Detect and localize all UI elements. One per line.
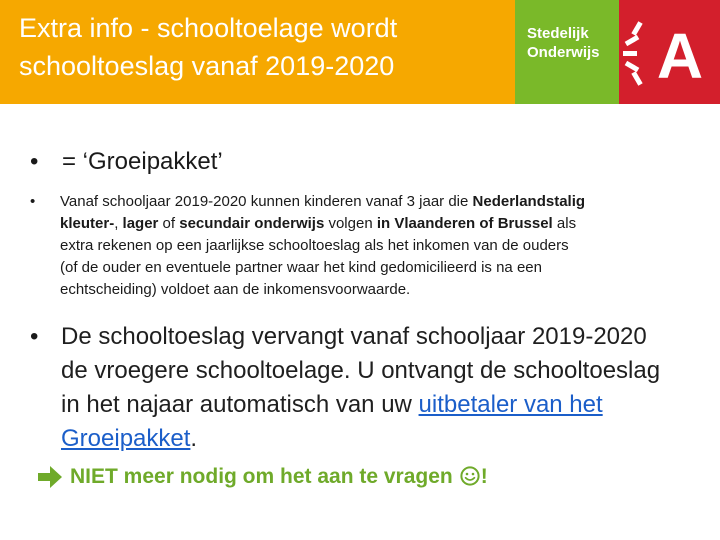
uitbetaler-link[interactable]: uitbetaler van het xyxy=(418,391,603,418)
bold-span: in Vlaanderen of Brussel xyxy=(376,215,553,232)
paragraph-line xyxy=(60,213,585,235)
paragraph-line: echtscheiding) voldoet aan de inkomensvoorwaarde. xyxy=(60,281,411,298)
paragraph-line: extra rekenen op een jaarlijkse schooltoeslag als het inkomen van de ouders xyxy=(60,237,569,254)
bullet-groeipakket xyxy=(30,147,223,177)
bold-span: Nederlandstalig xyxy=(472,193,586,210)
niet-text: NIET meer nodig om het aan te vragen xyxy=(70,465,453,488)
text-span: of xyxy=(158,215,180,232)
niet-nodig-callout xyxy=(38,462,488,492)
bullet-marker: • xyxy=(30,148,39,175)
bullet-eligibility xyxy=(30,191,585,301)
bullet-marker: • xyxy=(30,323,39,350)
paragraph-line: De schooltoeslag vervangt vanaf schooljaar 2019-2020 xyxy=(61,323,647,350)
slide-title-line-1: Extra info - schooltoelage wordt xyxy=(19,13,398,43)
bullet-replacement xyxy=(30,320,660,456)
paragraph-line xyxy=(61,388,660,422)
text-span: Vanaf schooljaar 2019-2020 kunnen kinderen vanaf 3 jaar die xyxy=(60,193,473,210)
text-span: . xyxy=(190,425,198,452)
paragraph-line xyxy=(61,422,660,456)
bullet-paragraph xyxy=(60,191,585,301)
bullet-marker: • xyxy=(30,193,36,210)
text-span: in het najaar automatisch van uw xyxy=(61,391,419,418)
text-span: , xyxy=(114,215,123,232)
slide-title-line-2: schooltoeslag vanaf 2019-2020 xyxy=(19,51,395,81)
paragraph-line xyxy=(60,191,585,213)
bullet-text: = ‘Groeipakket’ xyxy=(62,148,223,175)
bold-span: kleuter- xyxy=(60,215,115,232)
niet-suffix: ! xyxy=(480,465,488,488)
bold-span: secundair onderwijs xyxy=(179,215,325,232)
right-arrow-icon xyxy=(38,466,62,488)
smiley-icon xyxy=(460,466,480,486)
logo-letter: A xyxy=(656,20,704,92)
paragraph-line: de vroegere schooltoelage. U ontvangt de schooltoeslag xyxy=(61,357,661,384)
text-span: volgen xyxy=(324,215,377,232)
paragraph-line: (of de ouder en eventuele partner waar het kind gedomicilieerd is na een xyxy=(60,259,542,276)
text-span: als xyxy=(552,215,577,232)
logo-text-line-1: Stedelijk xyxy=(527,25,589,42)
bullet-paragraph xyxy=(61,320,660,456)
groeipakket-link[interactable]: Groeipakket xyxy=(61,425,191,452)
bold-span: lager xyxy=(122,215,159,232)
logo-text-line-2: Onderwijs xyxy=(527,44,600,61)
